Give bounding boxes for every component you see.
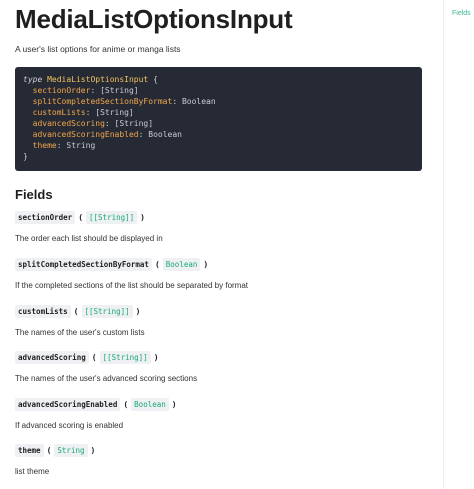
code-line-field: splitCompletedSectionByFormat: Boolean	[32, 97, 216, 106]
code-field-type: String	[66, 141, 96, 150]
field-type-link[interactable]: [[String]]	[82, 305, 133, 318]
field-type-link[interactable]: String	[54, 444, 87, 457]
code-field-type: [String]	[114, 119, 154, 128]
field-signature	[15, 258, 423, 271]
field-signature	[15, 305, 423, 318]
field-type-link[interactable]: Boolean	[131, 398, 169, 411]
field-description: If the completed sections of the list should be separated by format	[15, 281, 249, 290]
field-entry	[15, 398, 423, 430]
open-paren: (	[78, 213, 84, 222]
page-title: MediaListOptionsInput	[15, 4, 293, 34]
table-of-contents	[443, 0, 474, 489]
open-paren: (	[91, 353, 97, 362]
field-name: theme	[15, 444, 44, 457]
page-description: A user's list options for anime or manga lists	[15, 44, 181, 54]
field-description: The order each list should be displayed in	[15, 234, 163, 243]
code-keyword: type	[23, 75, 43, 84]
close-paren: )	[171, 400, 177, 409]
open-paren: (	[73, 307, 79, 316]
field-entry	[15, 444, 423, 476]
code-field-name: sectionOrder	[32, 86, 91, 95]
open-paren: (	[46, 446, 52, 455]
code-close-brace: }	[23, 152, 28, 161]
close-paren: )	[140, 213, 145, 222]
close-paren: )	[203, 260, 209, 269]
code-open-brace: {	[153, 75, 158, 84]
toc-link-fields[interactable]: Fields	[452, 10, 471, 17]
field-type-link[interactable]: [[String]]	[86, 211, 137, 224]
field-name: advancedScoringEnabled	[15, 398, 120, 411]
field-name: customLists	[15, 305, 71, 318]
close-paren: )	[153, 353, 159, 362]
field-signature	[15, 351, 423, 364]
code-field-type: Boolean	[181, 97, 216, 106]
field-entry	[15, 305, 423, 337]
field-entry	[15, 211, 423, 243]
code-line-field: advancedScoring: [String]	[32, 119, 154, 128]
field-name: sectionOrder	[15, 211, 75, 224]
field-type-link[interactable]: Boolean	[163, 258, 201, 271]
open-paren: (	[154, 260, 160, 269]
close-paren: )	[135, 307, 141, 316]
code-type-name: MediaListOptionsInput	[47, 75, 149, 84]
field-description: If advanced scoring is enabled	[15, 421, 124, 430]
code-line-field: customLists: [String]	[32, 108, 134, 117]
close-paren: )	[90, 446, 96, 455]
field-description: list theme	[15, 467, 50, 476]
field-entry	[15, 258, 423, 290]
code-field-type: [String]	[100, 86, 139, 95]
field-signature	[15, 398, 423, 411]
code-block	[15, 67, 422, 171]
code-field-name: splitCompletedSectionByFormat	[32, 97, 173, 106]
field-signature	[15, 211, 423, 224]
code-field-type: Boolean	[148, 130, 182, 139]
code-field-name: theme	[32, 141, 57, 150]
code-line-footer	[23, 151, 414, 162]
field-name: splitCompletedSectionByFormat	[15, 258, 152, 271]
fields-heading: Fields	[15, 187, 53, 202]
field-name: advancedScoring	[15, 351, 89, 364]
code-line-field: advancedScoringEnabled: Boolean	[32, 130, 182, 139]
code-field-name: customLists	[32, 108, 86, 117]
field-description: The names of the user's advanced scoring sections	[15, 374, 198, 383]
field-signature	[15, 444, 423, 457]
code-line-field: sectionOrder: [String]	[32, 86, 139, 95]
code-field-name: advancedScoring	[32, 119, 105, 128]
code-line-header	[23, 74, 414, 85]
field-entry	[15, 351, 423, 383]
code-field-name: advancedScoringEnabled	[32, 130, 139, 139]
code-field-type: [String]	[95, 108, 134, 117]
field-description: The names of the user's custom lists	[15, 328, 145, 337]
code-line-field: theme: String	[32, 141, 96, 150]
open-paren: (	[123, 400, 129, 409]
field-type-link[interactable]: [[String]]	[100, 351, 151, 364]
